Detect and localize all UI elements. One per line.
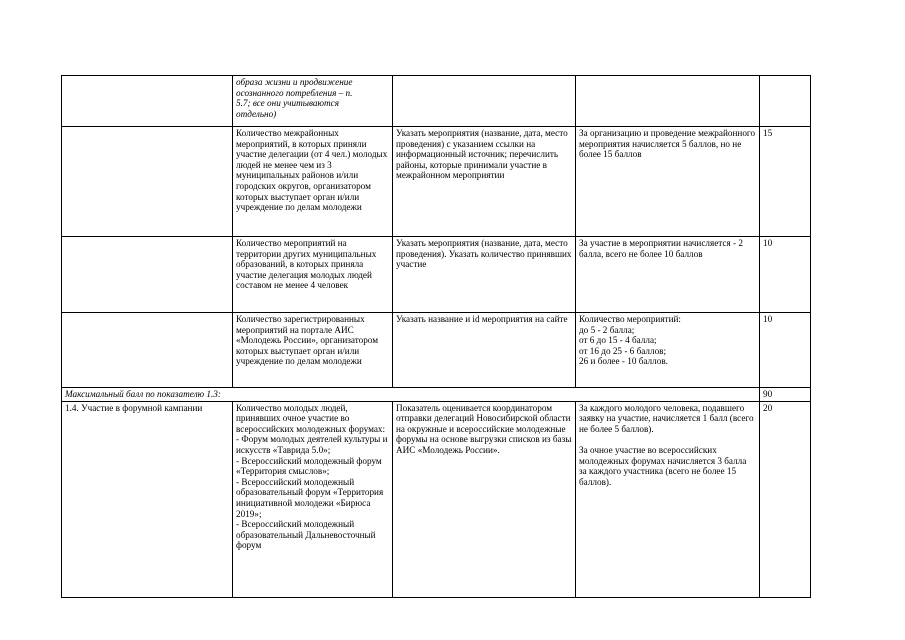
- max-score-cell: 10: [760, 313, 811, 388]
- table-row: [62, 401, 811, 597]
- criterion-cell: Количество зарегистрированных мероприятий на портале АИС «Молодежь России», организатором которых выступает орган и/или учреждение по делам молодежи: [233, 313, 393, 388]
- confirmation-cell: Указать мероприятия (название, дата, место проведения). Указать количество принявших участие: [393, 237, 576, 313]
- indicator-cell: [62, 76, 233, 127]
- total-value: 90: [760, 388, 811, 402]
- table-row: [62, 127, 811, 237]
- scoring-cell: [576, 401, 760, 597]
- scoring-cell: [576, 76, 760, 127]
- criterion-line: - Всероссийский молодежный образовательный Дальневосточный форум: [236, 519, 376, 551]
- criterion-line: - Форум молодых деятелей культуры и искусств «Таврида 5.0»;: [236, 434, 388, 455]
- criterion-cell: [233, 76, 393, 127]
- scoring-line: от 16 до 25 - 6 баллов;: [579, 345, 667, 356]
- table-row: [62, 76, 811, 127]
- confirmation-cell: Указать мероприятия (название, дата, место проведения) с указанием ссылки на информационный источник; перечислить районы, которые принимали участие в межрайонном мероприятии: [393, 127, 576, 237]
- paragraph-spacer: [579, 434, 756, 445]
- criterion-line: образа жизни и продвижение: [236, 77, 353, 87]
- total-row: [62, 388, 811, 402]
- max-score-cell: 20: [760, 401, 811, 597]
- criterion-line: 5.7; все они учитываются: [236, 98, 339, 109]
- confirmation-cell: Указать название и id мероприятия на сайте: [393, 313, 576, 388]
- indicator-cell: 1.4. Участие в форумной кампании: [62, 401, 233, 597]
- confirmation-cell: [393, 76, 576, 127]
- criterion-line: - Всероссийский молодежный образовательный форум «Территория инициативной молодежи «Бирюса 2019»;: [236, 476, 384, 519]
- criterion-line: - Всероссийский молодежный форум «Территория смыслов»;: [236, 455, 382, 477]
- max-score-cell: 10: [760, 237, 811, 313]
- criterion-cell: Количество мероприятий на территории других муниципальных образований, в которых приняла участие делегация молодых людей составом не менее 4 человек: [233, 237, 393, 313]
- scoring-paragraph: За каждого молодого человека, подавшего заявку на участие, начисляется 1 балл (всего не более 5 баллов).: [579, 402, 754, 434]
- criterion-line: отдельно): [236, 108, 277, 119]
- confirmation-cell: Показатель оценивается координатором отправки делегаций Новосибирской области на окружные и всероссийские молодежные форумы на основе выгрузки списков из базы АИС «Молодежь России».: [393, 401, 576, 597]
- indicator-cell: [62, 127, 233, 237]
- scoring-line: до 5 - 2 балла;: [579, 324, 635, 335]
- scoring-cell: За организацию и проведение межрайонного мероприятия начисляется 5 баллов, но не более 15 баллов: [576, 127, 760, 237]
- table-row: [62, 313, 811, 388]
- indicator-cell: [62, 237, 233, 313]
- scoring-line: Количество мероприятий:: [579, 314, 681, 324]
- criterion-line: Количество молодых людей, принявших очное участие во всероссийских молодежных форумах:: [236, 402, 386, 434]
- scoring-line: 26 и более - 10 баллов.: [579, 356, 668, 367]
- criteria-table: [61, 75, 811, 598]
- scoring-paragraph: За очное участие во всероссийских молодежных форумах начисляется 3 балла за каждого участника (всего не более 15 баллов).: [579, 444, 747, 487]
- criterion-line: осознанного потребления – п.: [236, 87, 353, 98]
- table-row: [62, 237, 811, 313]
- indicator-cell: [62, 313, 233, 388]
- max-score-cell: 15: [760, 127, 811, 237]
- scoring-line: от 6 до 15 - 4 балла;: [579, 335, 657, 346]
- criterion-cell: Количество межрайонных мероприятий, в которых приняли участие делегации (от 4 чел.) молодых людей не менее чем из 3 муниципальных районов и/или городских округов, организатором которых выступает орган и/или учреждение по делам молодежи: [233, 127, 393, 237]
- criterion-cell: [233, 401, 393, 597]
- total-label: Максимальный балл по показателю 1.3:: [62, 388, 760, 402]
- scoring-cell: [576, 313, 760, 388]
- max-score-cell: [760, 76, 811, 127]
- scoring-cell: За участие в мероприятии начисляется - 2 балла, всего не более 10 баллов: [576, 237, 760, 313]
